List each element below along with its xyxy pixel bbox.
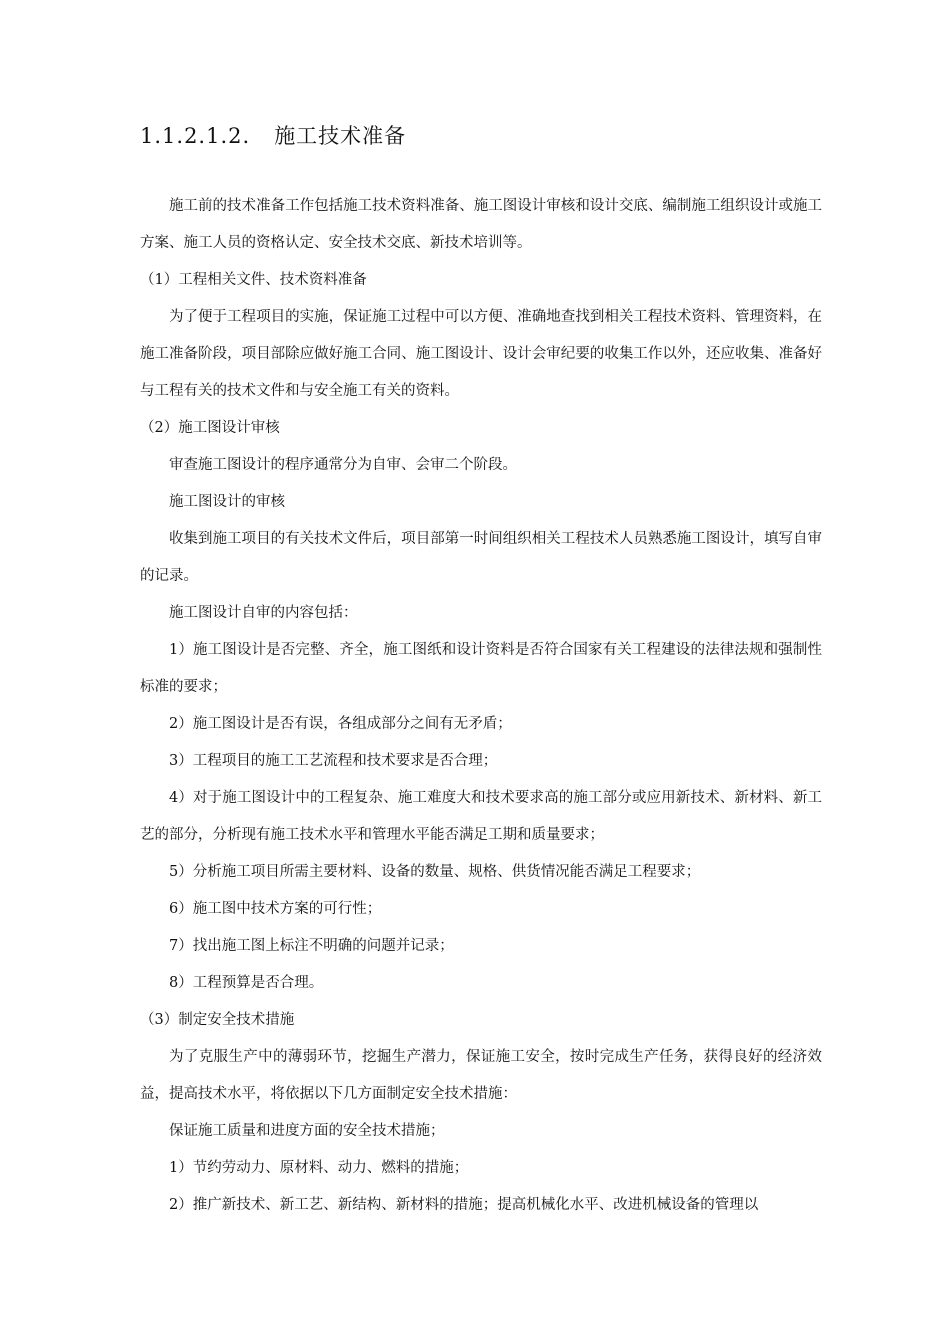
list-item: 3）工程项目的施工工艺流程和技术要求是否合理； bbox=[169, 753, 498, 769]
list-item: 5）分析施工项目所需主要材料、设备的数量、规格、供货情况能否满足工程要求； bbox=[169, 864, 701, 880]
subsection-heading: （2）施工图设计审核 bbox=[140, 420, 280, 436]
list-item: 6）施工图中技术方案的可行性； bbox=[169, 901, 382, 917]
paragraph: 为了便于工程项目的实施，保证施工过程中可以方便、准确地查找到相关工程技术资料、管理资料，在施工准备阶段，项目部除应做好施工合同、施工图设计、设计会审纪要的收集工作以外，还应收集、准备好与工程有关的技术文件和与安全施工有关的资料。 bbox=[140, 309, 822, 399]
paragraph: 收集到施工项目的有关技术文件后，项目部第一时间组织相关工程技术人员熟悉施工图设计，填写自审的记录。 bbox=[140, 531, 822, 584]
list-item: 4）对于施工图设计中的工程复杂、施工难度大和技术要求高的施工部分或应用新技术、新材料、新工艺的部分，分析现有施工技术水平和管理水平能否满足工期和质量要求； bbox=[140, 790, 822, 843]
paragraph: 为了克服生产中的薄弱环节，挖掘生产潜力，保证施工安全，按时完成生产任务，获得良好的经济效益，提高技术水平，将依据以下几方面制定安全技术措施： bbox=[140, 1049, 822, 1102]
section-number: 1.1.2.1.2. bbox=[140, 124, 251, 148]
section-heading bbox=[140, 120, 406, 150]
paragraph: 施工图设计自审的内容包括： bbox=[169, 605, 358, 621]
paragraph: 审查施工图设计的程序通常分为自审、会审二个阶段。 bbox=[169, 457, 517, 473]
paragraph: 施工图设计的审核 bbox=[169, 494, 285, 510]
section-title: 施工技术准备 bbox=[274, 124, 407, 148]
list-item: 7）找出施工图上标注不明确的问题并记录； bbox=[169, 938, 454, 954]
paragraph: 保证施工质量和进度方面的安全技术措施； bbox=[169, 1123, 445, 1139]
list-item: 2）施工图设计是否有误，各组成部分之间有无矛盾； bbox=[169, 716, 512, 732]
list-item: 1）节约劳动力、原材料、动力、燃料的措施； bbox=[169, 1160, 469, 1176]
subsection-heading: （3）制定安全技术措施 bbox=[140, 1012, 295, 1028]
list-item: 1）施工图设计是否完整、齐全，施工图纸和设计资料是否符合国家有关工程建设的法律法规和强制性标准的要求； bbox=[140, 642, 822, 695]
list-item: 8）工程预算是否合理。 bbox=[169, 975, 324, 991]
subsection-heading: （1）工程相关文件、技术资料准备 bbox=[140, 272, 367, 288]
body-text bbox=[140, 188, 822, 1224]
paragraph: 施工前的技术准备工作包括施工技术资料准备、施工图设计审核和设计交底、编制施工组织设计或施工方案、施工人员的资格认定、安全技术交底、新技术培训等。 bbox=[140, 198, 822, 251]
list-item: 2）推广新技术、新工艺、新结构、新材料的措施；提高机械化水平、改进机械设备的管理以 bbox=[169, 1197, 759, 1213]
